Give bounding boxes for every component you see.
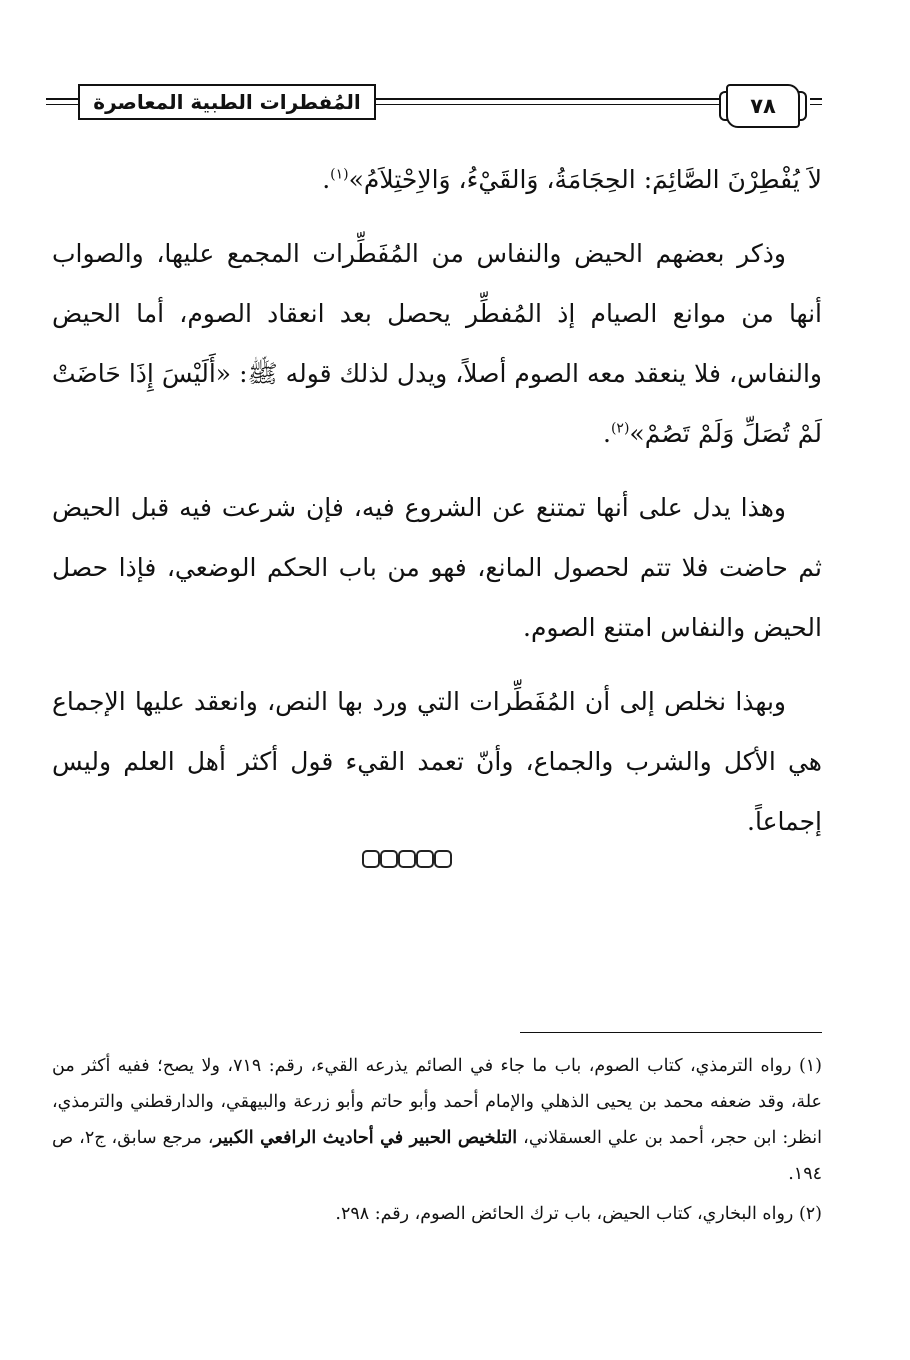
header-rule-left [46, 98, 80, 100]
footnote-1 [52, 1048, 822, 1192]
footnote-1-text-end: ، مرجع سابق، ج٢، ص ١٩٤. [52, 1128, 822, 1184]
header-rule-right [810, 98, 822, 100]
main-text [52, 150, 822, 866]
ornament-link [416, 850, 434, 868]
footnote-ref-1: (١) [330, 166, 349, 183]
header-rule-middle [376, 98, 720, 100]
footnote-1-book-title: التلخيص الحبير في أحاديث الرافعي الكبير [213, 1128, 518, 1148]
ornament-link [398, 850, 416, 868]
p2-end: . [603, 419, 611, 448]
footnotes [52, 1048, 822, 1236]
footnote-separator [520, 1032, 822, 1033]
ornament-link [380, 850, 398, 868]
running-title: المُفطرات الطبية المعاصرة [78, 84, 376, 120]
ornament-link [362, 850, 380, 868]
footnote-ref-2: (٢) [610, 420, 630, 437]
paragraph-hadith-end [52, 150, 822, 210]
footnote-2-number: (٢) [798, 1204, 822, 1224]
footnote-1-text: رواه الترمذي، كتاب الصوم، باب ما جاء في الصائم يذرعه القيء، رقم: ٧١٩، ولا يصح؛ ففيه أكثر من علة، وقد ضعفه محمد بن يحيى الذهلي والإمام أحمد وأبو حاتم وأبو زرعة والبيهقي، والدارقطني والترمذي، انظر: ابن حجر، أحمد بن علي العسقلاني، [52, 1056, 822, 1148]
page-header [46, 84, 822, 128]
hadith-text: لاَ يُفْطِرْنَ الصَّائِمَ: الحِجَامَةُ، وَالقَيْءُ، وَالاِحْتِلاَمُ» [348, 165, 822, 194]
ornament-link [434, 850, 452, 868]
footnote-2-text: رواه البخاري، كتاب الحيض، باب ترك الحائض الصوم، رقم: ٢٩٨. [335, 1204, 794, 1224]
section-ornament [362, 850, 454, 872]
page-number: ٧٨ [726, 84, 800, 128]
footnote-2 [52, 1196, 822, 1232]
paragraph-menses [52, 224, 822, 464]
header-rule-right-thin [810, 104, 822, 105]
p2-text: وذكر بعضهم الحيض والنفاس من المُفَطِّرات المجمع عليها، والصواب أنها من موانع الصيام إذ المُفطِّر يحصل بعد انعقاد الصوم، أما الحيض والنفاس، فلا ينعقد معه الصوم أصلاً، ويدل لذلك قوله ﷺ: «أَلَيْسَ إِذَا حَاضَتْ لَمْ تُصَلِّ وَلَمْ تَصُمْ» [52, 239, 822, 448]
paragraph-conclusion: وبهذا نخلص إلى أن المُفَطِّرات التي ورد بها النص، وانعقد عليها الإجماع هي الأكل والشرب والجماع، وأنّ تعمد القيء قول أكثر أهل العلم وليس إجماعاً. [52, 687, 822, 836]
footnote-1-number: (١) [798, 1056, 822, 1076]
paragraph-prohibition: وهذا يدل على أنها تمتنع عن الشروع فيه، فإن شرعت فيه قبل الحيض ثم حاضت فلا تتم لحصول المانع، فهو من باب الحكم الوضعي، فإذا حصل الحيض والنفاس امتنع الصوم. [52, 493, 822, 642]
p1-end: . [322, 165, 331, 194]
header-rule-left-thin [46, 104, 80, 105]
header-rule-middle-thin [376, 104, 720, 105]
